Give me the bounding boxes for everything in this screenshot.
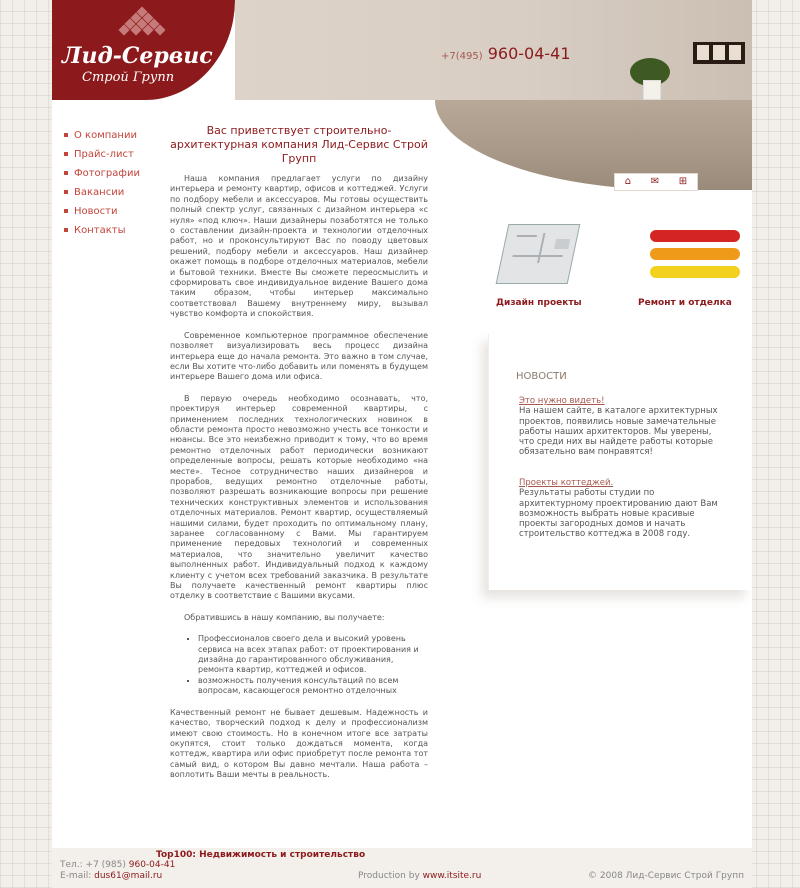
news-item bbox=[519, 396, 719, 458]
nav-item-news[interactable]: Новости bbox=[64, 204, 140, 223]
news-text: На нашем сайте, в каталоге архитектурных проектов, появились новые замечательные работы наших архитекторов. Мы уверены, что среди них вы найдете работы которые обязательно вам понравятся! bbox=[519, 406, 718, 458]
sitemap-icon[interactable]: ⊞ bbox=[678, 176, 688, 187]
benefits-list bbox=[170, 634, 428, 696]
home-icon[interactable]: ⌂ bbox=[624, 176, 632, 187]
plant-pot bbox=[643, 80, 661, 100]
quick-links bbox=[614, 173, 698, 191]
nav-item-prices[interactable]: Прайс-лист bbox=[64, 147, 140, 166]
bullet-icon bbox=[64, 209, 68, 213]
logo-subtitle: Строй Групп bbox=[82, 70, 175, 85]
copyright: © 2008 Лид-Сервис Строй Групп bbox=[588, 871, 744, 881]
news-text: Результаты работы студии по архитектурному проектированию дают Вам возможность выбрать новые красивые проекты загородных домов и начать строительство коттеджа в 2008 году. bbox=[519, 488, 718, 540]
news-box bbox=[488, 334, 751, 590]
bullet-icon bbox=[64, 152, 68, 156]
production-link[interactable]: www.itsite.ru bbox=[422, 871, 482, 881]
production-credit: Production by www.itsite.ru bbox=[358, 871, 482, 881]
nav-item-about[interactable]: О компании bbox=[64, 128, 140, 147]
repair-label: Ремонт и отделка bbox=[638, 298, 732, 308]
wall-pictures bbox=[693, 42, 745, 64]
page bbox=[52, 0, 752, 888]
main-content bbox=[170, 124, 428, 792]
design-projects-promo[interactable] bbox=[488, 218, 610, 308]
paint-stroke-yellow bbox=[650, 266, 740, 278]
mail-icon[interactable]: ✉ bbox=[650, 176, 660, 187]
repair-promo[interactable] bbox=[630, 218, 752, 308]
top100-counter[interactable]: Top100: Недвижимость и строительство bbox=[156, 850, 366, 860]
design-projects-label: Дизайн проекты bbox=[496, 298, 582, 308]
paint-stroke-red bbox=[650, 230, 740, 242]
bullet-icon bbox=[64, 133, 68, 137]
email-link[interactable]: dus61@mail.ru bbox=[94, 871, 163, 881]
paint-stroke-orange bbox=[650, 248, 740, 260]
bullet-icon bbox=[64, 171, 68, 175]
benefits-intro: Обратившись в нашу компанию, вы получаете: bbox=[184, 612, 385, 622]
logo-mosaic-icon bbox=[107, 6, 177, 42]
list-item: ▪ Профессионалов своего дела и высокий уровень сервиса на всех этапах работ: от проектирования и дизайна до гарантированного обслуживания, ремонта квартир, коттеджей и офисов. bbox=[198, 634, 428, 676]
logo-title: Лид-Сервис bbox=[62, 43, 213, 69]
logo[interactable] bbox=[52, 0, 235, 100]
news-heading: НОВОСТИ bbox=[516, 371, 567, 382]
nav-item-photos[interactable]: Фотографии bbox=[64, 166, 140, 185]
process-paragraph: В первую очередь необходимо осознавать, что, проектируя интерьер современной квартиры, с применением последних технологических новинок в области ремонта просто невозможно учесть все тонкости и нюансы. Все это неизбежно приводит к тому, что во время ремонтно отделочных работ периодически возникают определенные вопросы, решать которые необходимо «на месте». Тесное сотрудничество наших дизайнеров и прорабов, ведущих ремонтно отделочные работы, позволяют разрешать возникающие вопросы при решение технических конструктивных элементов и использования отделочных материалов. Ремонт квартир, осуществляемый нашими силами, будет проходить по оптимальному плану, заранее согласованному с Вами. Мы гарантируем применение передовых технологий и современных материалов, что значительно увеличит качество выполненных работ. Индивидуальный подход к каждому клиенту с учетом всех требований заказчика. В результате Вы получаете качественный ремонт квартиры плюс отделку в соответствие с Вашими вкусами. bbox=[170, 393, 428, 601]
news-link[interactable]: Проекты коттеджей. bbox=[519, 478, 614, 488]
header-photo bbox=[235, 0, 752, 100]
house-plan-image bbox=[496, 224, 581, 284]
news-item bbox=[519, 478, 719, 540]
nav-item-contacts[interactable]: Контакты bbox=[64, 223, 140, 242]
nav-item-vacancies[interactable]: Вакансии bbox=[64, 185, 140, 204]
intro-paragraph: Наша компания предлагает услуги по дизайну интерьера и ремонту квартир, офисов и коттеджей. Услуги по подбору мебели и аксессуаров. Мы готовы осуществить полный спектр услуг, связанных с дизайном интерьера «с нуля» «под ключ». Наши дизайнеры позаботятся не только о составлении дизайн-проекта и технологии отделочных работ, но и проконсультируют Вас по поводу цветовых решений, подбору мебели и аксессуаров. Наш дизайнер окажет помощь в подборе отделочных материалов, мебели и бытовой техники. Вместе Вы сможете переосмыслить и сформировать свое индивидуальное видение Вашего дома таким образом, чтобы интерьер максимально соответствовал Вашему внутреннему миру, вызывал чувство комфорта и спокойствия. bbox=[170, 174, 428, 319]
header-photo-floor bbox=[435, 100, 752, 190]
news-link[interactable]: Это нужно видеть! bbox=[519, 396, 605, 406]
footer-contacts: Тел.: +7 (985) 960-04-41 E-mail: dus61@mail.ru bbox=[60, 860, 176, 881]
page-title: Вас приветствует строительно-архитектурная компания Лид-Сервис Строй Групп bbox=[170, 124, 428, 165]
bullet-icon bbox=[64, 228, 68, 232]
closing-paragraph: Качественный ремонт не бывает дешевым. Надежность и качество, творческий подход к делу и профессионализм имеют свою стоимость. Но в конечном итоге все затраты окупятся, стоит только дождаться момента, когда коттедж, квартира или офис приобретут после ремонта тот самый вид, о котором Вы давно мечтали. Наша работа – воплотить Ваши мечты в реальность. bbox=[170, 707, 428, 780]
software-paragraph: Современное компьютерное программное обеспечение позволяет визуализировать весь процесс дизайна интерьера еще до начала ремонта. Это важно в том случае, если Вы хотите что-либо добавить или поменять в будущем интерьере Вашего дома или офиса. bbox=[170, 330, 428, 382]
footer bbox=[52, 848, 752, 888]
main-nav bbox=[64, 128, 140, 242]
list-item: ▪ возможность получения консультаций по всем вопросам, касающегося ремонтно отделочных bbox=[198, 676, 428, 697]
bullet-icon bbox=[64, 190, 68, 194]
header-phone: +7(495) 960-04-41 bbox=[441, 44, 571, 63]
